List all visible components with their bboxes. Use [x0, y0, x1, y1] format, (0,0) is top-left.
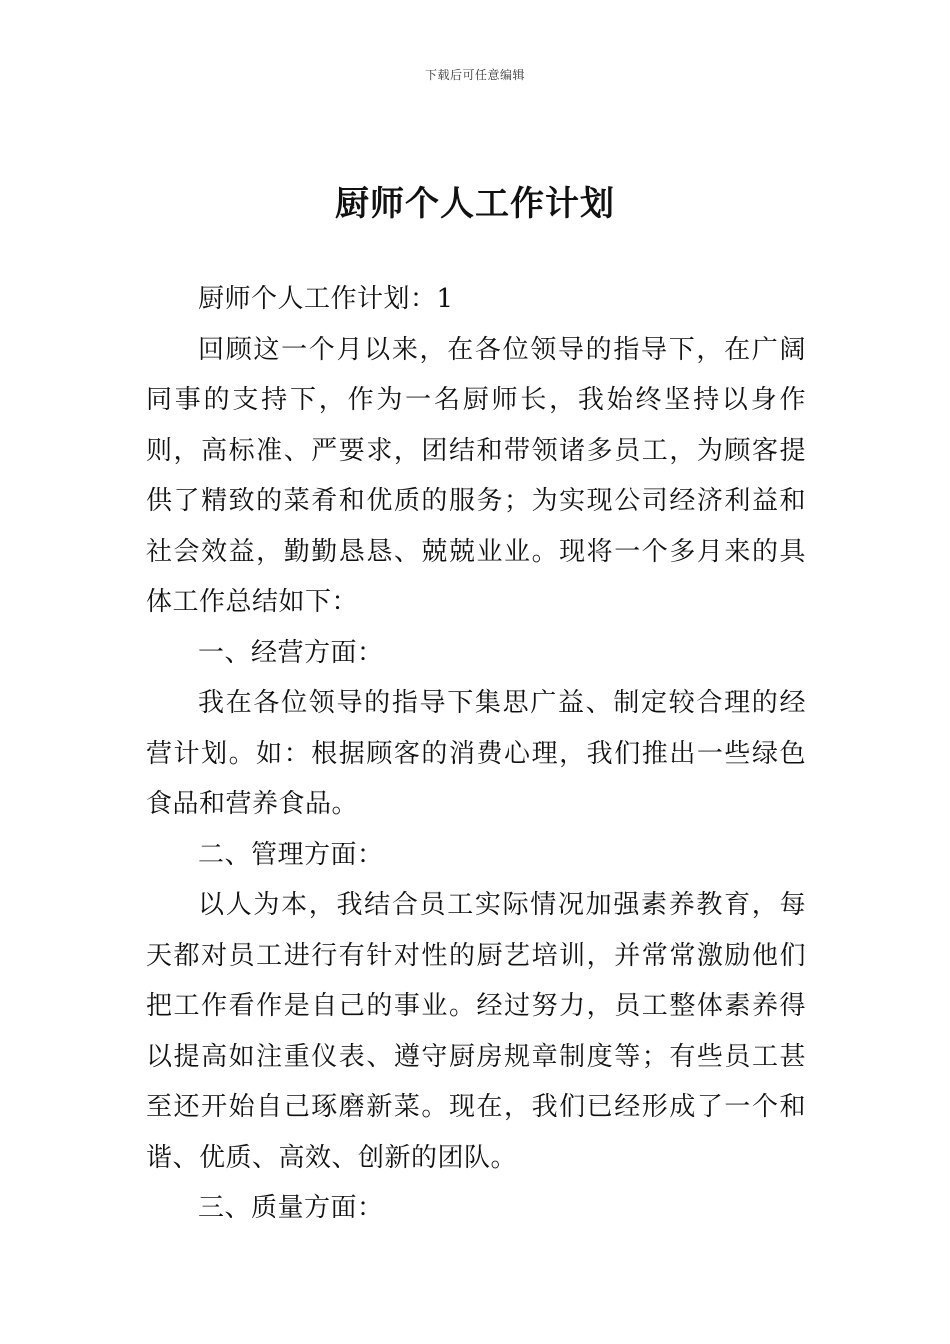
- section-heading-management: 二、管理方面：: [198, 839, 384, 870]
- section-heading-quality: 三、质量方面：: [198, 1193, 384, 1223]
- document-body: [146, 274, 806, 1234]
- operations-paragraph: 我在各位领导的指导下集思广益、制定较合理的经营计划。如：根据顾客的消费心理，我们推出一些绿色食品和营养食品。: [146, 688, 806, 819]
- header-note: 下载后可任意编辑: [424, 68, 525, 82]
- section-heading-operations: 一、经营方面：: [198, 637, 384, 668]
- management-paragraph: 以人为本，我结合员工实际情况加强素养教育，每天都对员工进行有针对性的厨艺培训，并常常激励他们把工作看作是自己的事业。经过努力，员工整体素养得以提高如注重仪表、遵守厨房规章制度等；有些员工甚至还开始自己琢磨新菜。现在，我们已经形成了一个和谐、优质、高效、创新的团队。: [146, 890, 806, 1173]
- document-title: 厨师个人工作计划: [335, 184, 615, 224]
- plan-number-line: 厨师个人工作计划：1: [198, 284, 454, 314]
- intro-paragraph: 回顾这一个月以来，在各位领导的指导下，在广阔同事的支持下，作为一名厨师长，我始终坚持以身作则，高标准、严要求，团结和带领诸多员工，为顾客提供了精致的菜肴和优质的服务；为实现公司经济利益和社会效益，勤勤恳恳、兢兢业业。现将一个多月来的具体工作总结如下：: [146, 334, 806, 617]
